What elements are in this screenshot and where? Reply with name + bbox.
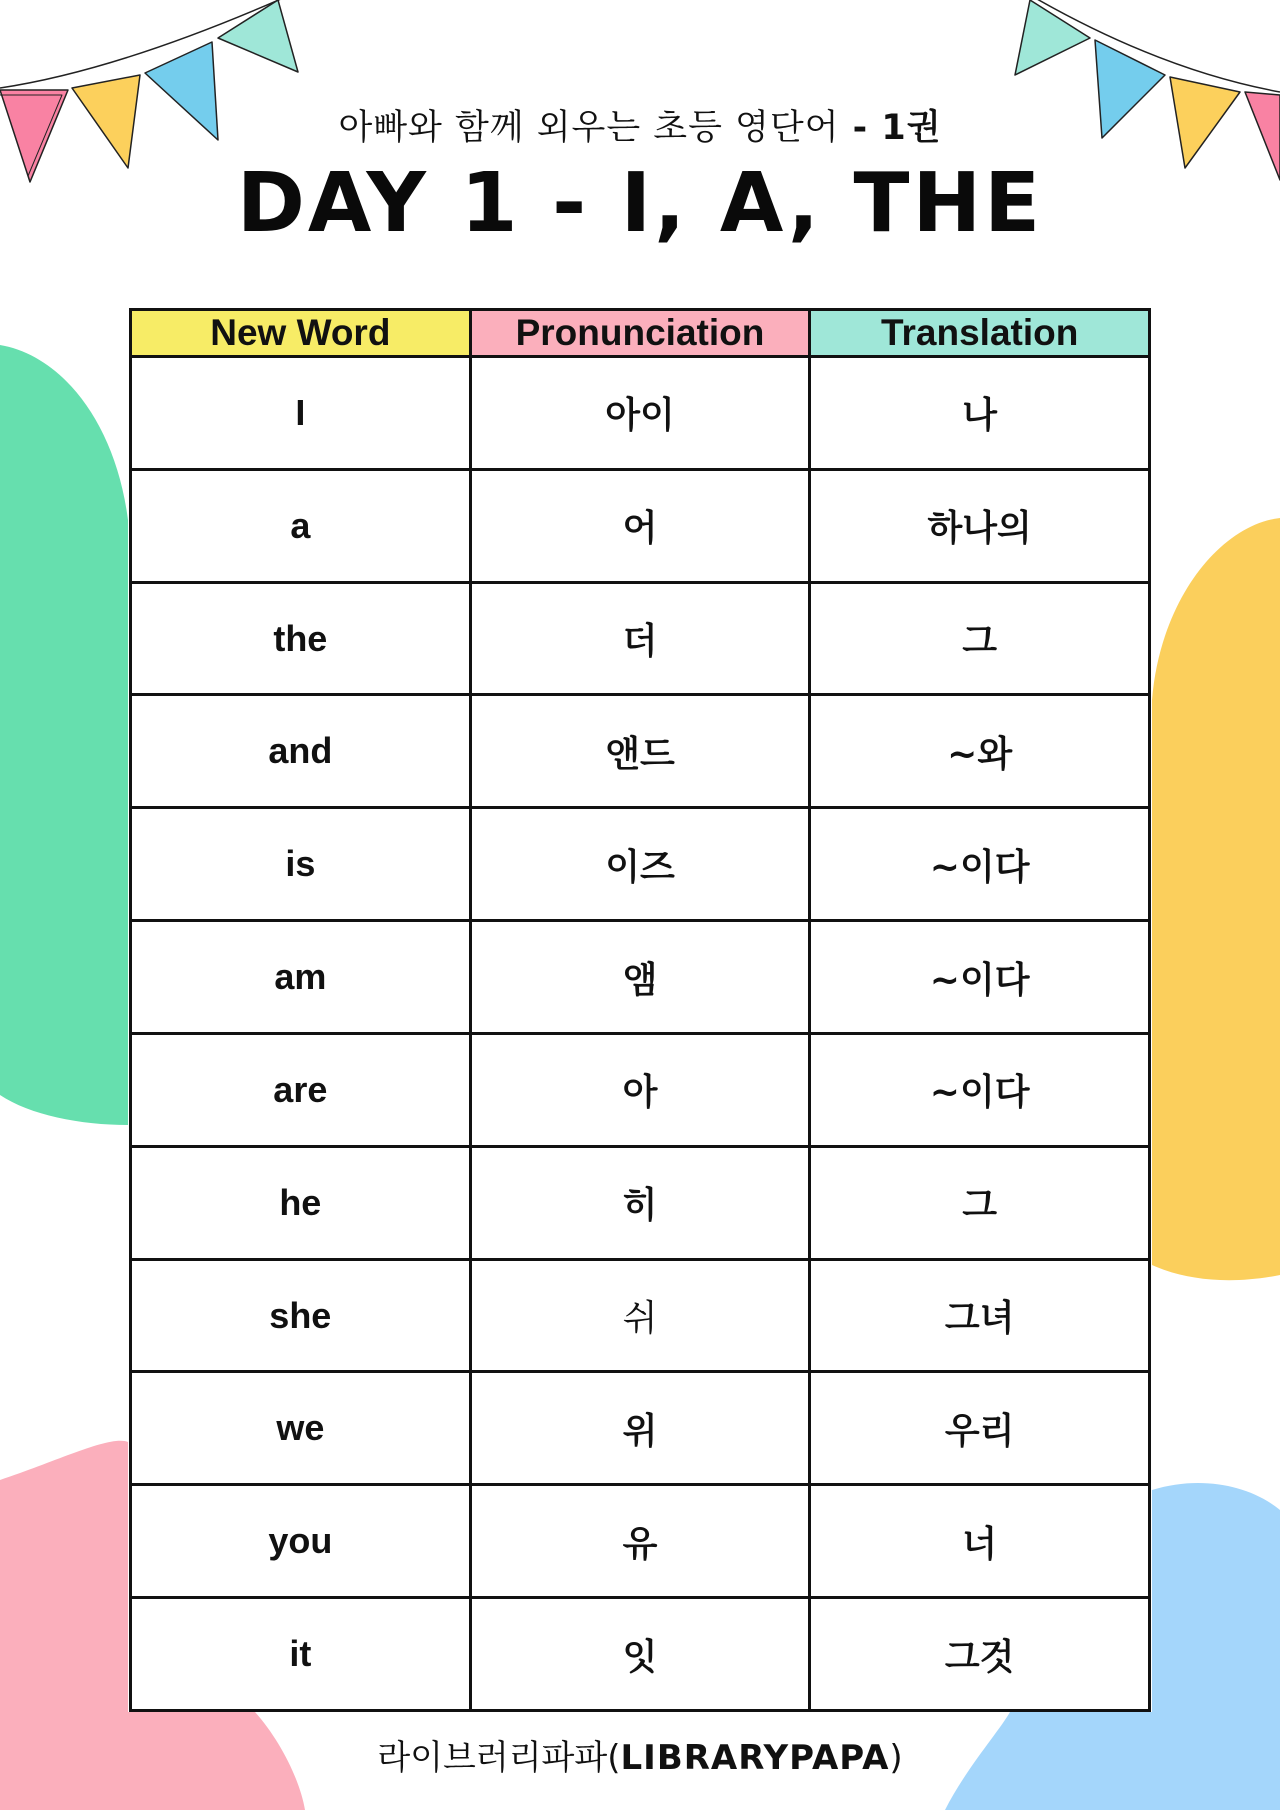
footer-credit	[0, 1730, 1280, 1779]
word-cell: a	[131, 469, 471, 582]
translation-cell: 나	[810, 357, 1150, 470]
word-cell: we	[131, 1372, 471, 1485]
translation-cell: 그것	[810, 1598, 1150, 1711]
word-cell: it	[131, 1598, 471, 1711]
flag-mint-left	[218, 0, 298, 72]
header	[0, 100, 1280, 251]
pronunciation-cell: 쉬	[470, 1259, 810, 1372]
translation-cell: 그	[810, 582, 1150, 695]
pronunciation-cell: 히	[470, 1146, 810, 1259]
table-row	[131, 808, 1150, 921]
translation-cell: ~와	[810, 695, 1150, 808]
column-header-pronunciation: Pronunciation	[470, 310, 810, 357]
word-cell: I	[131, 357, 471, 470]
table-row	[131, 469, 1150, 582]
column-header-new-word: New Word	[131, 310, 471, 357]
translation-cell: ~이다	[810, 921, 1150, 1034]
yellow-blob	[1152, 518, 1280, 1280]
page-title: DAY 1 - I, A, THE	[236, 156, 1044, 251]
translation-cell: 그	[810, 1146, 1150, 1259]
word-cell: is	[131, 808, 471, 921]
word-cell: she	[131, 1259, 471, 1372]
subtitle	[0, 100, 1280, 150]
column-header-translation: Translation	[810, 310, 1150, 357]
table-row	[131, 1372, 1150, 1485]
table-row	[131, 921, 1150, 1034]
translation-cell: 하나의	[810, 469, 1150, 582]
table-row	[131, 1259, 1150, 1372]
green-blob	[0, 345, 128, 1125]
word-cell: am	[131, 921, 471, 1034]
translation-cell: 너	[810, 1485, 1150, 1598]
table-row	[131, 1485, 1150, 1598]
subtitle-volume: - 1권	[839, 108, 942, 148]
pronunciation-cell: 잇	[470, 1598, 810, 1711]
table-row	[131, 1033, 1150, 1146]
pronunciation-cell: 어	[470, 469, 810, 582]
word-cell: are	[131, 1033, 471, 1146]
word-cell: and	[131, 695, 471, 808]
translation-cell: ~이다	[810, 1033, 1150, 1146]
pronunciation-cell: 더	[470, 582, 810, 695]
word-cell: the	[131, 582, 471, 695]
footer-close: )	[889, 1738, 903, 1778]
table-row	[131, 1598, 1150, 1711]
flag-mint-right	[1015, 0, 1090, 75]
pronunciation-cell: 유	[470, 1485, 810, 1598]
vocab-table	[129, 308, 1151, 1712]
translation-cell: 그녀	[810, 1259, 1150, 1372]
word-cell: he	[131, 1146, 471, 1259]
pronunciation-cell: 이즈	[470, 808, 810, 921]
table-row	[131, 695, 1150, 808]
translation-cell: ~이다	[810, 808, 1150, 921]
table-row	[131, 582, 1150, 695]
table-row	[131, 357, 1150, 470]
pronunciation-cell: 앤드	[470, 695, 810, 808]
translation-cell: 우리	[810, 1372, 1150, 1485]
word-cell: you	[131, 1485, 471, 1598]
pronunciation-cell: 아	[470, 1033, 810, 1146]
footer-korean: 라이브러리파파(	[377, 1738, 621, 1778]
footer-brand: LIBRARYPAPA	[620, 1738, 890, 1778]
pronunciation-cell: 아이	[470, 357, 810, 470]
table-row	[131, 1146, 1150, 1259]
pronunciation-cell: 위	[470, 1372, 810, 1485]
table-header-row	[131, 310, 1150, 357]
pronunciation-cell: 앰	[470, 921, 810, 1034]
subtitle-main: 아빠와 함께 외우는 초등 영단어	[338, 108, 840, 148]
